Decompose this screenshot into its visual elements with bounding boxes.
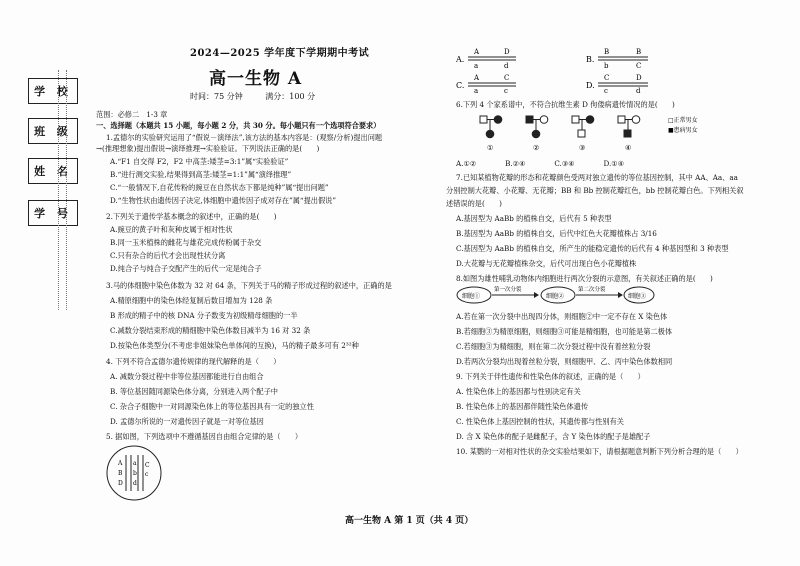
- gene-label: B: [118, 470, 123, 477]
- legend-normal: □正常男女: [668, 117, 698, 124]
- q4-option-b: B. 等位基因随同源染色体分离，分别进入两个配子中: [110, 387, 278, 396]
- exam-meta: [190, 91, 335, 102]
- q7-option-d: D.大花瓣与无花瓣植株杂交，后代可出现白色小花瓣植株: [456, 259, 637, 268]
- division-1-label: 第一次分裂: [494, 287, 522, 293]
- gene-label: D: [118, 480, 123, 487]
- gene-label: d: [636, 87, 641, 94]
- q7-option-a: A.基因型为 AaBb 的植株自交，后代有 5 种表型: [456, 214, 612, 223]
- gene-label: D: [504, 48, 510, 56]
- q5-cell-figure: [104, 443, 164, 503]
- q1-option-d: D.“生物性状由遗传因子决定,体细胞中遗传因子成对存在”属“提出假说”: [110, 196, 337, 205]
- gene-label: C: [636, 62, 642, 70]
- page-footer: 高一生物 A 第 1 页（共 4 页）: [345, 516, 474, 526]
- q2-stem: 2.下列关于遗传学基本概念的叙述中，正确的是( ): [106, 212, 277, 221]
- exam-score: 满分：100 分: [265, 92, 316, 101]
- gene-label: D: [636, 74, 642, 82]
- cell-1-label: 细胞①: [462, 293, 481, 300]
- pedigree-label: ②: [533, 144, 540, 152]
- gene-label: a: [133, 460, 137, 467]
- q8-stem: 8.如图为雄性哺乳动物体内细胞进行两次分裂的示意图，有关叙述正确的是( ): [456, 274, 713, 283]
- pedigree-label: ①: [487, 144, 494, 152]
- gene-label: a: [474, 62, 479, 70]
- class-field: 班 级: [28, 118, 78, 144]
- student-id-field: 学 号: [28, 200, 78, 226]
- gene-label: C: [504, 74, 510, 82]
- pedigree-2: [526, 116, 548, 152]
- gene-label: A: [118, 460, 123, 467]
- q9-option-a: A. 性染色体上的基因都与性别决定有关: [456, 387, 581, 396]
- q5-option-b-label: B.: [586, 55, 595, 64]
- q8-option-b: B.若细胞③为精原细胞，则细胞③可能是精细胞，也可能是第二极体: [456, 327, 673, 336]
- name-field: 姓 名: [28, 158, 78, 184]
- gene-label: d: [133, 480, 137, 487]
- gene-label: A: [474, 48, 480, 56]
- q5-stem: 5. 据如图，下列选项中不遵循基因自由组合定律的是（ ）: [106, 432, 303, 441]
- q3-option-a: A.精原细胞中的染色体经复制后数目增加为 128 条: [110, 296, 273, 305]
- q1-stem-1: 1.孟德尔的实验研究运用了“假说－演绎法”,该方法的基本内容是：(观察/分析)提出问题: [106, 133, 383, 142]
- binding-dotted-line: [66, 70, 73, 310]
- legend-affected: ■患病男女: [668, 127, 698, 134]
- q4-option-a: A. 减数分裂过程中非等位基因都能进行自由组合: [110, 372, 264, 381]
- q1-stem-2: →(推理想象)提出假说→演绎推理→实验验证。下列说法正确的是( ): [96, 144, 320, 153]
- q2-option-d: D.纯合子与纯合子交配产生的后代一定是纯合子: [110, 264, 262, 273]
- q1-option-a: A.“F1 自交得 F2，F2 中高茎:矮茎=3:1”属“实验验证”: [110, 157, 289, 166]
- q8-division-diagram: [456, 284, 656, 306]
- q4-option-d: D. 孟德尔所说的一对遗传因子就是一对等位基因: [110, 417, 264, 426]
- q7-stem-2: 分别控制大花瓣、小花瓣、无花瓣；BB 和 Bb 控制花瓣红色，bb 控制花瓣白色。下列相关叙: [446, 186, 744, 195]
- q3-option-b: B 形成的精子中的核 DNA 分子数变为初级精母细胞的一半: [110, 311, 298, 320]
- q7-option-b: B.基因型为 AaBb 的植株自交，后代中红色大花瓣植株占 3/16: [456, 229, 657, 238]
- subject-title: 高一生物 A: [209, 69, 303, 89]
- q3-option-c: C.减数分裂结束形成的精细胞中染色体数目减半为 16 对 32 条: [110, 326, 311, 335]
- q4-option-c: C. 杂合子细胞中一对同源染色体上的等位基因具有一定的独立性: [110, 402, 314, 411]
- exam-scope: 范围：必修二 1-3 章: [96, 110, 168, 119]
- gene-label: C: [604, 74, 610, 82]
- q10-stem: 10. 某鹦的一对相对性状的杂交实验结果如下，请根据题意判断下列分析合理的是（ ）: [456, 447, 743, 456]
- q5-options-figure: [456, 44, 706, 94]
- gene-label: C: [145, 462, 150, 469]
- q9-stem: 9. 下列关于伴性遗传和性染色体的叙述，正确的是（ ）: [456, 372, 645, 381]
- exam-title: 2024—2025 学年度下学期期中考试: [190, 48, 370, 59]
- pedigree-label: ③: [579, 144, 586, 152]
- q4-stem: 4. 下列不符合孟德尔遗传规律的现代解释的是（ ）: [106, 357, 281, 366]
- school-field: 学 校: [28, 78, 78, 104]
- gene-label: c: [504, 87, 508, 94]
- q8-option-d: D.若两次分裂均出现着丝粒分裂，则细胞甲、乙、丙中染色体数相同: [456, 357, 673, 366]
- q2-option-a: A.豌豆的黄子叶和灰种皮属于相对性状: [110, 225, 233, 234]
- pedigree-3: [572, 116, 594, 152]
- q3-option-d: D.按染色体类型分(不考虑非姐妹染色单体间的互换)，马的精子最多可有 2³²种: [110, 341, 359, 350]
- gene-label: A: [474, 74, 480, 82]
- exam-time: 时间：75 分钟: [190, 92, 243, 101]
- pedigree-4: [618, 116, 640, 152]
- cell-3-label: 细胞③: [628, 293, 647, 300]
- gene-label: b: [133, 470, 137, 477]
- q5-option-d-label: D.: [586, 81, 595, 90]
- pedigree-1: [480, 116, 502, 152]
- q1-option-b: B.“进行测交实验,结果得到高茎:矮茎=1:1”属“演绎推理”: [110, 170, 292, 179]
- gene-label: a: [474, 87, 479, 94]
- q1-option-c: C.“一般情况下,自花传粉的豌豆在自然状态下都是纯种”属“提出问题”: [110, 183, 329, 192]
- q9-option-d: D. 含 X 染色体的配子是雌配子，含 Y 染色体的配子是雄配子: [456, 432, 651, 441]
- section-heading: 一、选择题（本题共 15 小题，每小题 2 分，共 30 分。每小题只有一个选项符合要求）: [96, 121, 381, 130]
- gene-label: B: [636, 48, 642, 56]
- q5-option-a-label: A.: [456, 55, 465, 64]
- gene-label: c: [145, 471, 149, 478]
- q6-pedigree-figure: [478, 112, 718, 154]
- gene-label: d: [504, 62, 509, 70]
- gene-label: c: [604, 87, 608, 94]
- q2-option-b: B.同一玉米植株的雌花与雄花完成传粉属于杂交: [110, 238, 262, 247]
- division-2-label: 第二次分裂: [578, 287, 606, 293]
- q9-option-b: B. 性染色体上的基因都伴随性染色体遗传: [456, 402, 589, 411]
- q7-option-c: C.基因型为 AaBb 的植株自交，所产生的能稳定遗传的后代有 4 种基因型和 3 种表型: [456, 244, 729, 253]
- q8-option-a: A.若在第一次分裂中出现四分体，则细胞②中一定不存在 X 染色体: [456, 312, 668, 321]
- gene-label: b: [604, 62, 609, 70]
- gene-label: B: [604, 48, 610, 56]
- cell-2-label: 细胞②: [546, 293, 565, 300]
- q7-stem-1: 7.已知某植物花瓣的形态和花瓣颜色受两对独立遗传的等位基因控制，其中 AA、Aa、aa: [456, 173, 738, 182]
- q6-options: A.①② B.②④ C.③④ D.①④: [456, 159, 625, 168]
- pedigree-legend: [668, 116, 698, 134]
- q7-stem-3: 述错误的是( ): [446, 199, 502, 208]
- pedigree-label: ④: [625, 144, 632, 152]
- q9-option-c: C. 性染色体上基因控制的性状，其遗传都与性别有关: [456, 417, 624, 426]
- q3-stem: 3.马的体细胞中染色体数为 32 对 64 条，下列关于马的精子形成过程的叙述中，正确的是: [106, 281, 392, 290]
- q6-stem: 6.下列 4 个家系谱中，不符合抗维生素 D 佝偻病遗传情况的是( ): [456, 100, 675, 109]
- q8-option-c: C.若细胞③为精细胞，则在第二次分裂过程中没有着丝粒分裂: [456, 342, 651, 351]
- q5-option-c-label: C.: [456, 81, 465, 90]
- binding-dotted-line: [58, 70, 65, 310]
- q2-option-c: C.只有杂合的后代才会出现性状分离: [110, 251, 226, 260]
